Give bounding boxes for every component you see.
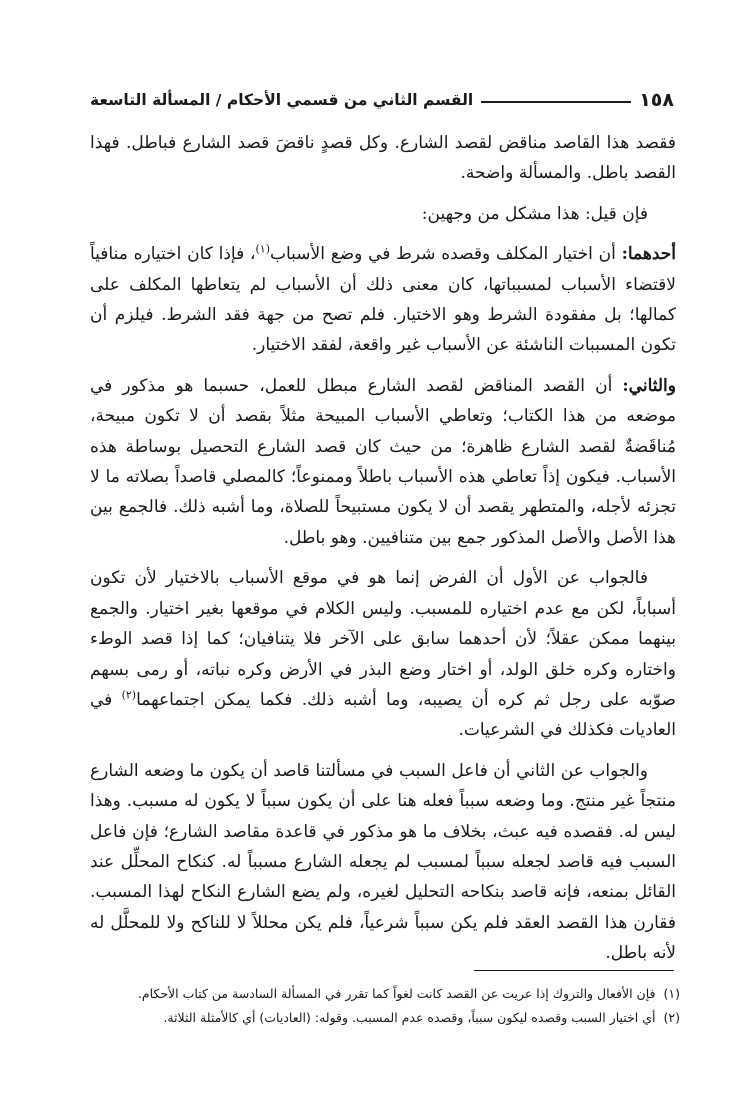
footnote-2-text: أي اختيار السبب وقصده ليكون سبباً، وقصده عدم المسبب. وقوله: (العاديات) أي كالأمثلة الثلاثة. xyxy=(163,1010,656,1025)
paragraph-6: والجواب عن الثاني أن فاعل السبب في مسألتنا قاصد أن يكون ما وضعه الشارع منتجاً غير منتج. وما وضعه سبباً فعله هنا على أن يكون سبباً لا يكون له مسبب. وهذا ليس له. فقصده فيه عبث، بخلاف ما هو مذكور في قاعدة مقاصد الشارع؛ فإن فاعل السبب فيه قاصد لجعله سبباً لمسبب لم يجعله الشارع مسبباً له. كنكاح المحلِّل عند القائل بمنعه، فإنه قاصد بنكاحه التحليل لغيره، ولم يضع الشارع النكاح لهذا المسبب. فقارن هذا القصد العقد فلم يكن سبباً شرعياً، فلم يكن محللاً لا للناكح ولا للمحلَّل له لأنه باطل. xyxy=(90,760,676,964)
paragraph-5-text: فالجواب عن الأول أن الفرض إنما هو في موقع الأسباب بالاختيار لأن تكون أسباباً، لكن مع عدم اختياره للمسبب. وليس الكلام في موقعها بغير اختيار. والجمع بينهما ممكن عقلاً؛ لأن أحدهما سابق على الآخر فلا يتنافيان؛ كما إذا قصد الوطء واختاره وكره خلق الولد، أو اختار وضع البذر في الأرض وكره نباته، أو رمى بسهم صوّبه على رجل ثم كره أن يصيبه، وما أشبه ذلك. فكما يمكن اجتماعهما xyxy=(90,568,676,710)
paragraph-3-text-a: أن اختيار المكلف وقصده شرط في وضع الأسباب xyxy=(269,244,622,265)
paragraph-2: فإن قيل: هذا مشكل من وجهين: xyxy=(421,203,648,224)
paragraph-3 xyxy=(90,239,676,361)
paragraph-3-lead: أحدهما: xyxy=(621,244,676,265)
footnote-2-number: (٢) xyxy=(663,1010,680,1025)
paragraph-5-end: في العاديات فكذلك في الشرعيات. xyxy=(90,689,676,741)
running-title: القسم الثاني من قسمي الأحكام / المسألة التاسعة xyxy=(90,91,474,109)
footnote-2 xyxy=(90,1006,680,1030)
paragraph-3-text-b: ، فإذا كان اختياره منافياً لاقتضاء الأسباب لمسبباتها، كان معنى ذلك أن الأسباب لم يتعاطها المكلف على كمالها؛ بل مفقودة الشرط وهو الاختيار. فلم تصح من جهة فقد الشرط. فيلزم أن تكون المسببات الناشئة عن الأسباب غير واقعة، لفقد الاختيار. xyxy=(90,244,676,356)
page-number: ١٥٨ xyxy=(639,89,674,111)
footnote-1-number: (١) xyxy=(663,986,680,1001)
footnote-ref-1[interactable]: (١) xyxy=(255,242,270,256)
footnote-1-text: فإن الأفعال والتروك إذا عريت عن القصد كانت لغواً كما تقرر في المسألة السادسة من كتاب الأحكام. xyxy=(137,986,656,1001)
paragraph-4-lead: والثاني: xyxy=(622,375,676,396)
footnote-separator xyxy=(474,970,674,971)
footnote-ref-2[interactable]: (٢) xyxy=(121,688,137,702)
running-header xyxy=(90,86,674,114)
paragraph-1: فقصد هذا القاصد مناقض لقصد الشارع. وكل قصدٍ ناقضَ قصد الشارع فباطل. فهذا القصد باطل. والمسألة واضحة. xyxy=(90,133,676,184)
footnotes xyxy=(90,982,680,1030)
paragraph-5 xyxy=(90,563,676,745)
paragraph-4-text: أن القصد المناقض لقصد الشارع مبطل للعمل، حسبما هو مذكور في موضعه من هذا الكتاب؛ وتعاطي الأسباب المبيحة مثلاً بقصد أن لا تكون مبيحة، مُناقَضةٌ لقصد الشارع ظاهرة؛ من حيث كان قصد الشارع التحصيل بوساطة هذه الأسباب. فيكون إذاً تعاطي هذه الأسباب باطلاً وممنوعاً؛ كالمصلي قاصداً بصلاته ما لا تجزئه لأجله، والمتطهر يقصد أن لا يكون مستبيحاً للصلاة، وما أشبه ذلك. فالجمع بين هذا الأصل والأصل المذكور جمع بين متنافيين. وهو باطل. xyxy=(90,375,676,548)
body-text xyxy=(90,128,676,979)
footnote-1 xyxy=(90,982,680,1006)
header-rule xyxy=(481,101,631,103)
paragraph-4 xyxy=(90,371,676,553)
